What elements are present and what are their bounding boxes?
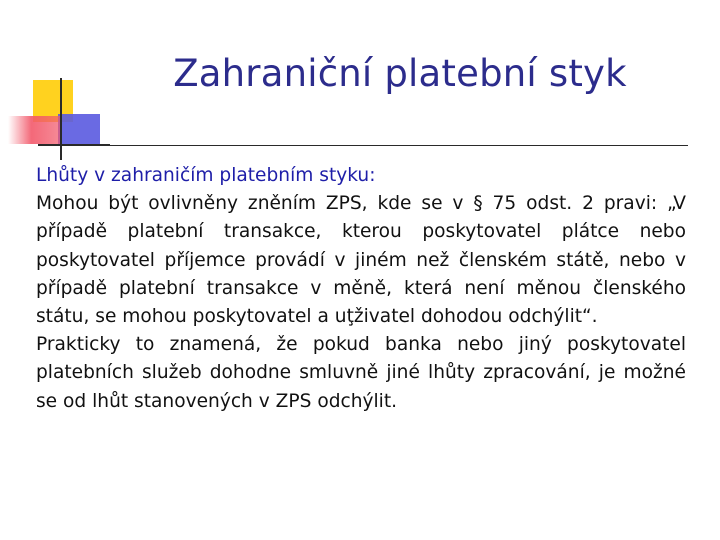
deco-blue-square: [58, 114, 100, 144]
title-divider: [38, 145, 688, 146]
deco-red-bar: [8, 116, 60, 144]
slide-heading: Lhůty v zahraničím platebním styku:: [36, 165, 376, 186]
paragraph-1: Mohou být ovlivněny zněním ZPS, kde se v § 75 odst. 2 pravi: „V případě platební transakce, kterou poskytovatel plátce nebo poskytovatel příjemce provádí v jiném než členském státě, nebo v případě platební transakce v měně, která není měnou členského státu, se mohou poskytovatel a uţživatel dohodou odchýlit“.: [36, 193, 686, 328]
paragraph-2: Prakticky to znamená, že pokud banka nebo jiný poskytovatel platebních služeb dohodne smluvně jiné lhůty zpracování, je možné se od lhůt stanovených v ZPS odchýlit.: [36, 334, 686, 412]
slide-body: [36, 162, 686, 416]
slide-title: Zahraniční platební styk: [173, 52, 627, 95]
deco-vertical-line: [60, 78, 62, 160]
